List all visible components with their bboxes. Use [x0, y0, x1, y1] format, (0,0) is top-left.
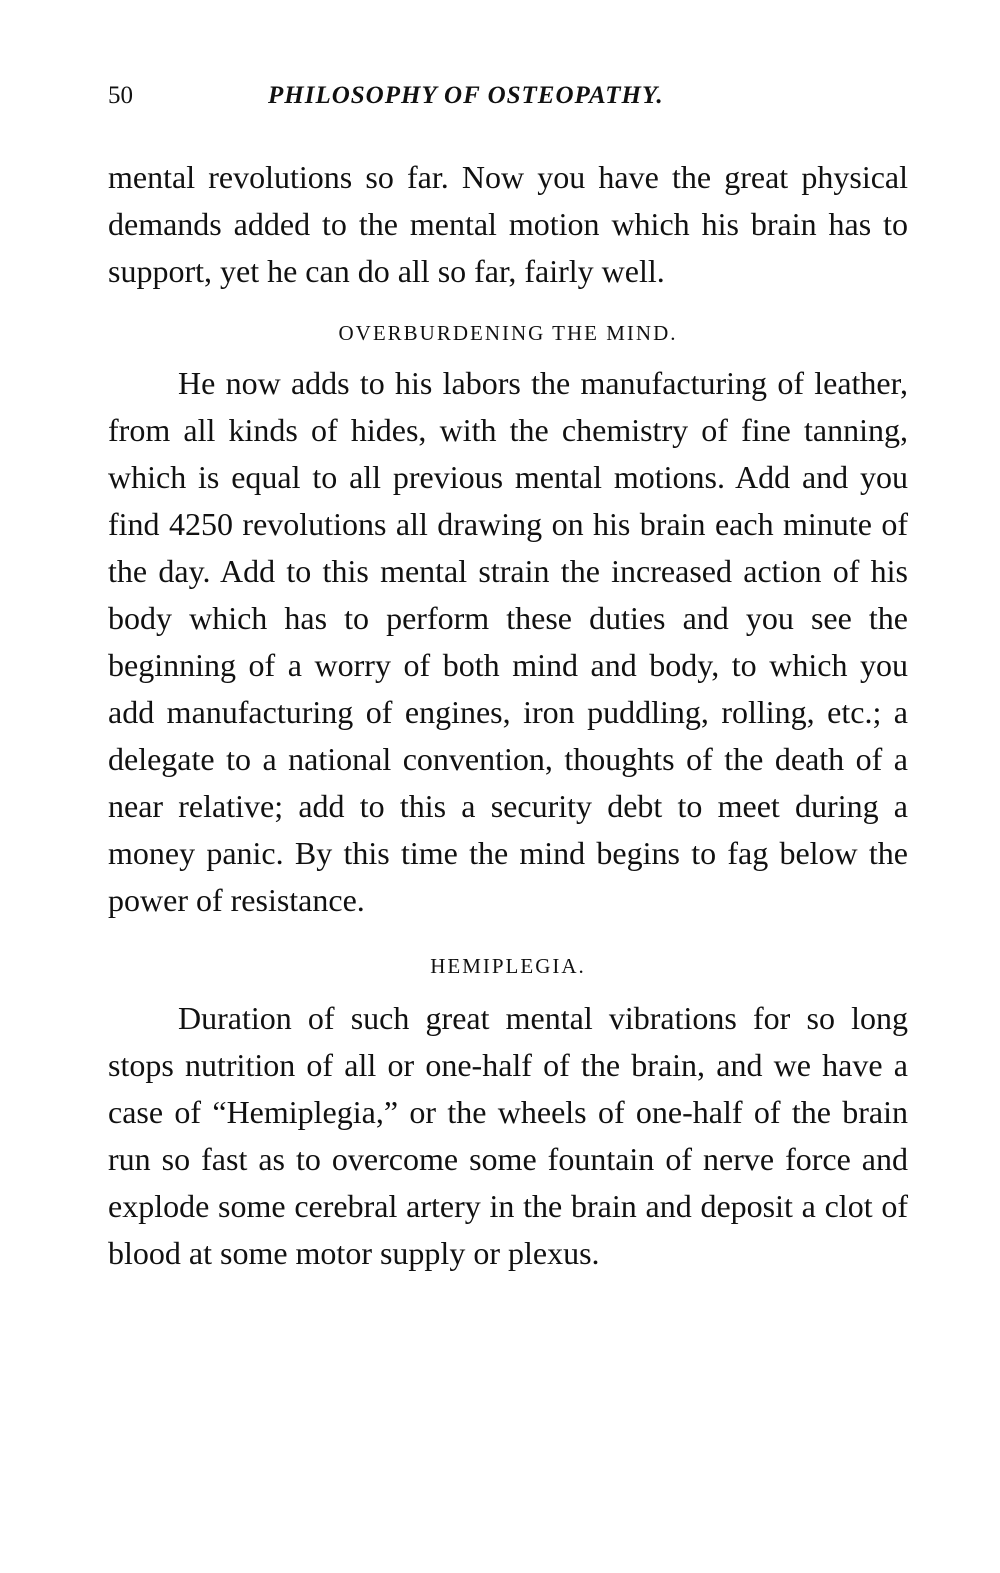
paragraph-hemiplegia: Duration of such great mental vibrations for so long stops nutrition of all or one-half of the brain, and we have a case of “Hemiplegia,” or the wheels of one-half of the brain run so fast as to overcome some fountain of nerve force and explode some cerebral artery in the brain and deposit a clot of blood at some motor supply or plexus.: [108, 1000, 908, 1271]
book-page: [108, 78, 908, 1277]
running-title: PHILOSOPHY OF OSTEOPATHY.: [268, 82, 664, 109]
section-heading-hemiplegia: HEMIPLEGIA.: [430, 954, 586, 978]
continued-paragraph: mental revolutions so far. Now you have the great physical demands added to the mental motion which his brain has to support, yet he can do all so far, fairly well.: [108, 159, 908, 289]
page-number: 50: [108, 82, 133, 109]
paragraph-overburdening: He now adds to his labors the manufacturing of leather, from all kinds of hides, with the chemistry of fine tanning, which is equal to all previous mental motions. Add and you find 4250 revolutions all drawing on his brain each minute of the day. Add to this mental strain the increased action of his body which has to perform these duties and you see the beginning of a worry of both mind and body, to which you add manufacturing of engines, iron puddling, rolling, etc.; a delegate to a national convention, thoughts of the death of a near relative; add to this a security debt to meet during a money panic. By this time the mind begins to fag below the power of resistance.: [108, 365, 908, 918]
running-head: [108, 78, 908, 118]
section-heading-overburdening: OVERBURDENING THE MIND.: [338, 321, 678, 345]
